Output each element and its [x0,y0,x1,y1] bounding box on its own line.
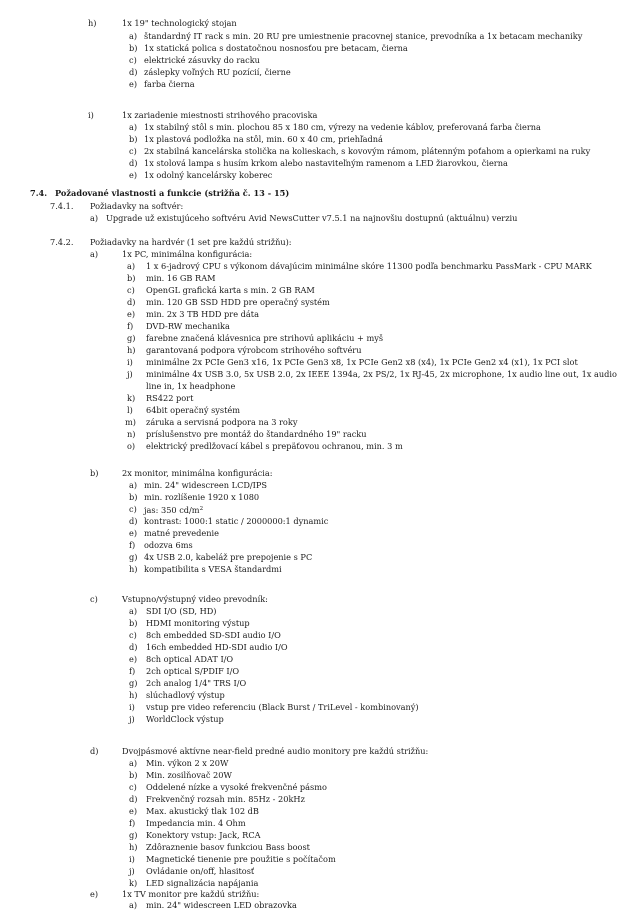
list-text: min. 120 GB SSD HDD pre operačný systém [146,297,330,307]
list-text: 8ch embedded SD-SDI audio I/O [146,630,281,640]
list-marker: c) [129,55,137,65]
list-marker: h) [129,690,138,700]
list-text: 2x stabilná kancelárska stolička na kolieskach, s kovovým rámom, plátenným poťahom a opierkami na ruky [144,146,591,156]
subsection-number: 7.4.1. [50,201,74,211]
list-text: záslepky voľných RU pozícií, čierne [144,67,291,77]
list-text: kontrast: 1000:1 static / 2000000:1 dynamic [144,516,329,526]
list-marker: n) [127,429,136,439]
list-marker: d) [90,746,99,756]
list-marker: d) [129,794,138,804]
list-marker: c) [90,594,98,604]
list-marker: f) [129,540,136,550]
list-text: 2ch analog 1/4" TRS I/O [146,678,247,688]
list-text: HDMI monitoring výstup [146,618,250,628]
list-marker: c) [129,630,137,640]
block-title: Dvojpásmové aktívne near-field predné audio monitory pre každú strižňu: [122,746,429,756]
list-marker: b) [127,273,136,283]
list-text: odozva 6ms [144,540,193,550]
list-text: 4x USB 2.0, kabeláž pre prepojenie s PC [144,552,313,562]
subsection-title: Požiadavky na softvér: [90,201,184,211]
list-marker: c) [129,504,137,514]
list-marker: j) [127,369,133,379]
block-title: 2x monitor, minimálna konfigurácia: [122,468,273,478]
list-text: DVD-RW mechanika [146,321,230,331]
list-marker: a) [129,480,138,490]
list-marker: k) [127,393,136,403]
list-marker: j) [129,866,135,876]
list-text: 8ch optical ADAT I/O [146,654,234,664]
list-marker: e) [129,79,138,89]
list-text: kompatibilita s VESA štandardmi [144,564,282,574]
list-marker: c) [129,146,137,156]
list-text: min. 24" widescreen LED obrazovka [146,900,297,910]
list-text: 1x plastová podložka na stôl, min. 60 x 40 cm, priehľadná [144,134,383,144]
list-marker: d) [129,642,138,652]
list-marker: e) [129,654,138,664]
list-text: min. 24" widescreen LCD/IPS [144,480,268,490]
list-marker: b) [90,468,99,478]
list-text: minimálne 2x PCIe Gen3 x16, 1x PCIe Gen3 x8, 1x PCIe Gen2 x8 (x4), 1x PCIe Gen2 x4 (x1), 1x PCI slot [146,357,578,367]
list-text: 64bit operačný systém [146,405,240,415]
list-marker: i) [129,702,135,712]
list-marker: i) [127,357,133,367]
list-marker: h) [129,564,138,574]
list-text [144,504,203,516]
list-marker: m) [125,417,136,427]
list-marker: e) [129,806,138,816]
list-marker: h) [88,18,97,28]
superscript: 2 [199,506,204,512]
list-text: SDI I/O (SD, HD) [146,606,217,616]
list-marker: d) [129,67,138,77]
list-text: Min. zosilňovač 20W [146,770,232,780]
list-text: line in, 1x headphone [146,381,236,391]
section-number: 7.4. [30,188,48,198]
list-marker: f) [129,666,136,676]
list-text: príslušenstvo pre montáž do štandardného 19" racku [146,429,367,439]
list-text: min. 2x 3 TB HDD pre dáta [146,309,259,319]
list-text: slúchadlový výstup [146,690,225,700]
list-text: farba čierna [144,79,195,89]
block-title: 1x zariadenie miestnosti strihového pracoviska [122,110,318,120]
list-marker: f) [127,321,134,331]
list-text: 1 x 6-jadrový CPU s výkonom dávajúcim minimálne skóre 11300 podľa benchmarku PassMark - CPU MARK [146,261,592,271]
block-title: 1x PC, minimálna konfigurácia: [122,249,253,259]
list-text: 1x stolová lampa s husím krkom alebo nastaviteľným ramenom a LED žiarovkou, čierna [144,158,508,168]
list-marker: i) [129,854,135,864]
list-text: WorldClock výstup [146,714,224,724]
list-text: 1x statická polica s dostatočnou nosnosťou pre betacam, čierna [144,43,408,53]
list-marker: d) [129,516,138,526]
list-text: 1x stabilný stôl s min. plochou 85 x 180 cm, výrezy na vedenie káblov, preferovaná farba čierna [144,122,541,132]
list-marker: o) [127,441,136,451]
block-title: 1x TV monitor pre každú strižňu: [122,889,260,899]
list-marker: k) [129,878,138,888]
list-marker: b) [129,770,138,780]
list-marker: e) [90,889,99,899]
list-text: Zdôraznenie basov funkciou Bass boost [146,842,310,852]
list-text: 16ch embedded HD-SDI audio I/O [146,642,288,652]
list-text-main: jas: 350 cd/m [144,505,200,515]
list-marker: d) [129,158,138,168]
list-text: garantovaná podpora výrobcom strihového softvéru [146,345,362,355]
section-title: Požadované vlastnosti a funkcie (strižňa č. 13 - 15) [55,188,290,198]
list-text: Magnetické tienenie pre použitie s počítačom [146,854,336,864]
list-marker: a) [90,249,99,259]
list-marker: j) [129,714,135,724]
list-text: 1x odolný kancelársky koberec [144,170,273,180]
block-title: 1x 19" technologický stojan [122,18,237,28]
list-text: elektrický predlžovací kábel s prepäťovou ochranou, min. 3 m [146,441,403,451]
list-text: Frekvenčný rozsah min. 85Hz - 20kHz [146,794,305,804]
list-text: min. rozlíšenie 1920 x 1080 [144,492,260,502]
list-marker: g) [127,333,136,343]
list-marker: c) [129,782,137,792]
list-text: minimálne 4x USB 3.0, 5x USB 2.0, 2x IEEE 1394a, 2x PS/2, 1x RJ-45, 2x microphone, 1x audio line out, 1x audio [146,369,617,379]
list-text: Min. výkon 2 x 20W [146,758,229,768]
list-text: Impedancia min. 4 Ohm [146,818,246,828]
list-marker: c) [127,285,135,295]
block-title: Vstupno/výstupný video prevodník: [122,594,268,604]
list-marker: h) [127,345,136,355]
list-marker: a) [129,122,138,132]
list-text: vstup pre video referenciu (Black Burst / TriLevel - kombinovaný) [146,702,419,712]
list-marker: i) [88,110,94,120]
list-text: Konektory vstup: Jack, RCA [146,830,261,840]
list-text: matné prevedenie [144,528,219,538]
list-marker: l) [127,405,133,415]
list-text: štandardný IT rack s min. 20 RU pre umiestnenie pracovnej stanice, prevodníka a 1x betacam mechaniky [144,31,583,41]
list-text: LED signalizácia napájania [146,878,259,888]
list-marker: g) [129,678,138,688]
list-text: Max. akustický tlak 102 dB [146,806,259,816]
list-text: Oddelené nízke a vysoké frekvenčné pásmo [146,782,327,792]
list-marker: g) [129,830,138,840]
list-marker: b) [129,134,138,144]
list-marker: g) [129,552,138,562]
list-marker: a) [129,31,138,41]
list-text: OpenGL grafická karta s min. 2 GB RAM [146,285,315,295]
list-marker: e) [129,170,138,180]
list-text: RS422 port [146,393,194,403]
list-marker: b) [129,43,138,53]
list-text: elektrické zásuvky do racku [144,55,260,65]
list-marker: a) [129,900,138,910]
list-marker: e) [127,309,136,319]
list-text: záruka a servisná podpora na 3 roky [146,417,298,427]
list-marker: a) [129,606,138,616]
list-marker: a) [90,213,99,223]
list-marker: a) [129,758,138,768]
subsection-title: Požiadavky na hardvér (1 set pre každú strižňu): [90,237,292,247]
list-marker: h) [129,842,138,852]
list-marker: b) [129,618,138,628]
list-marker: d) [127,297,136,307]
list-text: 2ch optical S/PDIF I/O [146,666,240,676]
list-text: Upgrade už existujúceho softvéru Avid NewsCutter v7.5.1 na najnovšiu dostupnú (aktuálnu) verziu [106,213,518,223]
list-marker: b) [129,492,138,502]
list-marker: e) [129,528,138,538]
list-marker: f) [129,818,136,828]
list-text: Ovládanie on/off, hlasitosť [146,866,255,876]
list-marker: a) [127,261,136,271]
subsection-number: 7.4.2. [50,237,74,247]
list-text: farebne značená klávesnica pre strihovú aplikáciu + myš [146,333,384,343]
list-text: min. 16 GB RAM [146,273,216,283]
